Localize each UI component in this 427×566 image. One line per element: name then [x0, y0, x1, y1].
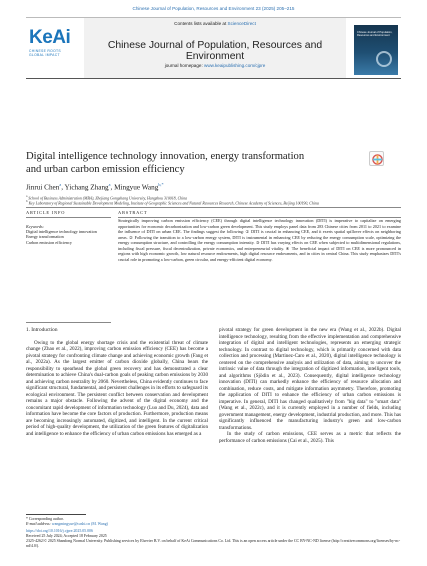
logo-wordmark: KeAi: [29, 27, 71, 48]
divider: [26, 322, 111, 323]
sciencedirect-link[interactable]: ScienceDirect: [227, 21, 256, 26]
masthead-banner: [84, 18, 346, 78]
email-link[interactable]: wangmingyue@cashi.cn (M. Wang): [51, 522, 108, 526]
running-header[interactable]: Chinese Journal of Population, Resources and Environment 23 (2025) 205–215: [132, 6, 295, 11]
contents-line: [84, 21, 346, 26]
author-name[interactable]: Yichang Zhang: [64, 183, 109, 192]
abstract-text: Strategically improving carbon emission efficiency (CEE) through digital intelligence technology innovation (DITI) is imperative to capitalize on emerging opportunities for economic decarbonization and low-carbon green development. This study employs panel data from 283 Chinese cities from 2011 to 2021 to examine the influence of DITI on urban CEE. The findings suggest the following: ① DITI is crucial in enhancing CEE, and it exerts spatial spillover effects on neighboring areas. ② Following the transition to a low-carbon energy system, DITI is instrumental in enhancing CEE by reducing the energy consumption scale, optimizing the energy consumption structure, and controlling the energy consumption intensity. ③ DITI has varying effects on CEE when subjected to multidimensional regulations, including fiscal pressure, fiscal decentralization, private economics, and entrepreneurial vitality. ④ The beneficial impact of DITI on CEE is more pronounced in regions with high economic growth, low natural resource endowments, high digital resource endowments, and in cities in central China. This study emphasizes DITI's crucial role in promoting a low-carbon, green circular, and energy-efficient digital economy.: [118, 218, 401, 262]
body-paragraph: In the study of carbon emissions, CEE serves as a metric that reflects the performance of carbon emissions (Cai et al., 2025). This: [219, 431, 401, 444]
article-info-label: ARTICLE INFO: [26, 210, 66, 215]
footnote-divider: [26, 514, 86, 515]
divider: [26, 217, 111, 218]
logo-tagline-1: CHINESE ROOTS: [29, 49, 61, 53]
cover-graphic: [376, 51, 392, 67]
contents-prefix: Contents lists available at: [174, 21, 228, 26]
body-column-left: [26, 327, 208, 437]
body-paragraph: pivotal strategy for green development in the new era (Wang et al., 2022b). Digital intelligence technology, resulting from the effective implementation and comprehensive integration of digital and intelligent technologies, represents an emerging strategic technology. In contrast to digital technology, which is primarily concerned with data collection and processing (Martinez-Caro et al., 2020), digital intelligence technology is centered on the comprehensive analysis and utilization of data, aiming to uncover the intrinsic value of data through the integration of digitized information, intelligent tools, and algorithms (Sjödin et al., 2023). Consequently, digital intelligence technology innovation (DITI) can markedly enhance the efficiency of resource allocation and combination, reduce costs, and mitigate information asymmetry. Therefore, promoting the application of DITI to enhance the efficiency of urban carbon emissions is imperative. In general, DITI has changed qualitatively from "big data" to "smart data" (Wang et al., 2022c), and it is currently employed in a number of fields, including government management, energy development, industrial production, and more. This has significantly influenced the manufacturing industry's green and low-carbon transformations.: [219, 327, 401, 431]
article-title: [26, 150, 356, 176]
author-name[interactable]: Mingyue Wang: [114, 183, 159, 192]
doi-link[interactable]: https://doi.org/10.1016/j.cjpre.2025.05.006: [26, 529, 93, 533]
footnotes: [26, 517, 401, 549]
homepage-line: [84, 63, 346, 68]
keywords-block: [26, 224, 111, 245]
email-label: E-mail address:: [26, 522, 52, 526]
abstract-label: ABSTRACT: [118, 210, 148, 215]
affiliation-mark: b: [26, 199, 28, 203]
cover-title: Chinese Journal of Population, Resources and Environment: [357, 31, 393, 37]
author-name[interactable]: Jinrui Chen: [26, 183, 60, 192]
author-mark[interactable]: a: [108, 182, 111, 187]
keyword-item: Energy transformation: [26, 234, 64, 240]
received-dates: Received 25 July 2024; Accepted 18 February 2025: [26, 534, 107, 538]
affiliation-b: [26, 199, 406, 206]
section-heading: 1. Introduction: [26, 327, 58, 333]
homepage-prefix: journal homepage:: [164, 63, 205, 68]
body-paragraph: Owing to the global energy shortage crisis and the existential threat of climate change (Zhao et al., 2022), improving carbon emission efficiency (CEE) has become a pivotal strategy for confronting climate change and achieving economic growth (Fang et al., 2022a). As the largest emitter of carbon dioxide globally, China bears the responsibility to spearhead the global green recovery and has demonstrated a clear determination to achieve China's dual-carbon goals of peaking carbon emissions by 2030 and achieving carbon neutrality by 2060. Nevertheless, China evidently continues to face significant structural, fundamental, and persistent challenges in its efforts to safeguard its ecological environment. The persistent conflict between conservation and development remains a major obstacle. Following the advent of the digital economy and the concomitant rapid development of information technology (Luo and Du, 2024), data and information have become the core factors of production. Furthermore, production means are becoming increasingly automated, digitized, and intelligent. In the current critical period of high-quality development, the utilization of the green features of digitalization and intelligence to enhance the efficiency of urban carbon emissions has emerged as a: [26, 339, 208, 437]
affiliation-mark: a: [26, 194, 28, 198]
keyword-item: Carbon emission efficiency: [26, 239, 72, 245]
corresponding-author-note: * Corresponding author.: [26, 517, 64, 521]
journal-homepage-link[interactable]: www.keaipublishing.com/cjpre: [204, 63, 266, 68]
author-mark[interactable]: b,*: [158, 182, 164, 187]
copyright-notice: 2325-4262/© 2025 Shandong Normal University. Publishing services by Elsevier B.V. on behalf of KeAi Communications Co. Ltd. This is an open access article under the CC BY-NC-ND license (http://creativecommons.org/licenses/by-nc-nd/4.0/).: [26, 539, 401, 548]
title-line-2: and urban carbon emission efficiency: [26, 164, 185, 176]
keywords-label: Keywords:: [26, 224, 44, 229]
author-mark[interactable]: a: [59, 182, 62, 187]
affiliation-text: School of Business Administration (MBA), Zhejiang Gongshang University, Hangzhou 310018, China: [28, 196, 188, 201]
body-column-right: [219, 327, 401, 444]
journal-masthead: [26, 17, 401, 79]
check-for-updates-icon[interactable]: [369, 151, 384, 166]
keai-logo[interactable]: [29, 27, 73, 69]
affiliation-text: Key Laboratory of Regional Sustainable Development Modeling, Institute of Geographic Sciences and Natural Resources Research, Chinese Academy of Sciences, Beijing 100190, China: [28, 201, 319, 206]
email-note: [26, 522, 401, 527]
keyword-item: Digital intelligence technology innovation: [26, 229, 97, 235]
author-list: Jinrui Chen$^a$, Yichang Zhang$^a$, Mingyue Wang$^{b,*}$: [26, 182, 164, 192]
journal-name: Chinese Journal of Population, Resources and Environment: [107, 40, 323, 62]
title-line-1: Digital intelligence technology innovation, energy transformation: [26, 151, 305, 162]
logo-tagline-2: GLOBAL IMPACT: [29, 53, 60, 57]
journal-cover-image[interactable]: [354, 25, 398, 75]
divider: [26, 207, 401, 208]
